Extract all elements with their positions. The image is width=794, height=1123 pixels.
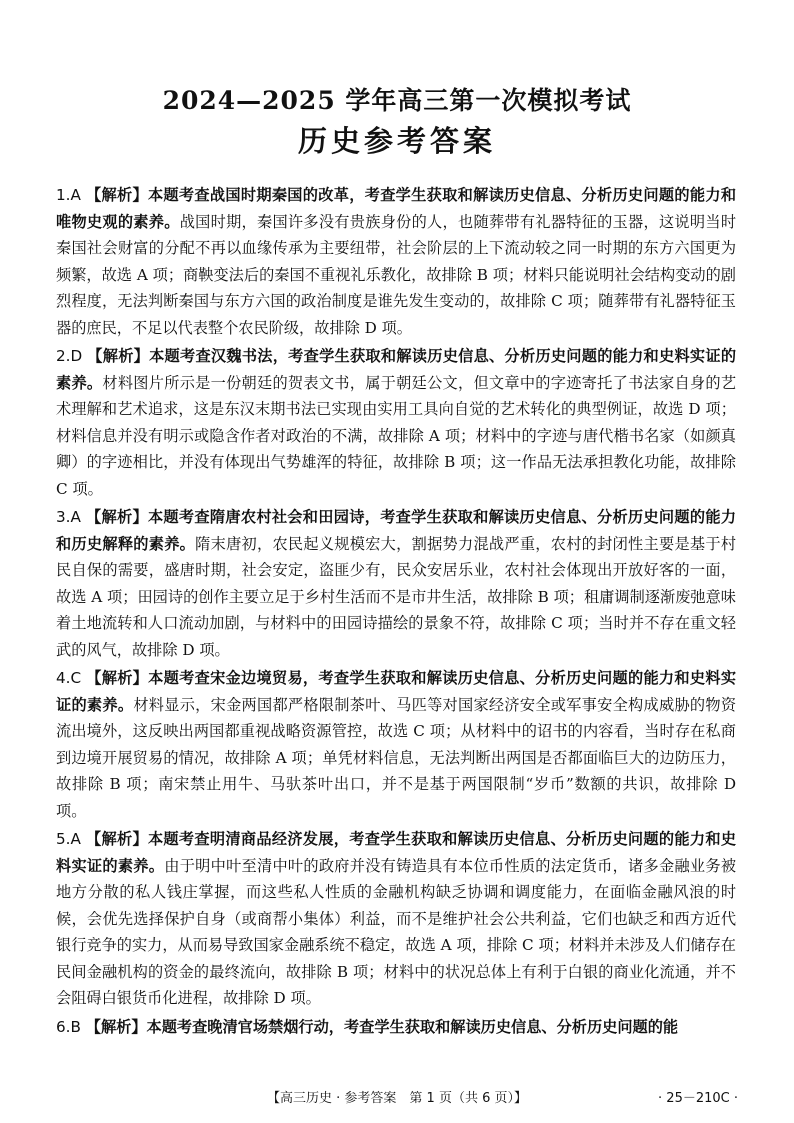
answer-list: [56, 182, 736, 1042]
analysis-body: 材料显示，宋金两国都严格限制茶叶、马匹等对国家经济安全或军事安全构成威胁的物资流出境外，这反映出两国都重视战略资源管控，故选 C 项；从材料中的诏书的内容看，当时存在私商到边境开展贸易的情况，故排除 A 项；单凭材料信息，无法判断出两国是否都面临巨大的边防压力，故排除 B 项；南宋禁止用牛、马驮茶叶出口，并不是基于两国限制“岁币”数额的共识，故排除 D 项。: [56, 695, 737, 820]
analysis-label: 【解析】: [86, 508, 148, 526]
question-number: 4.: [56, 669, 71, 687]
document-header: [0, 84, 794, 162]
analysis-label: 【解析】: [85, 1017, 147, 1036]
analysis-label: 【解析】: [86, 669, 149, 687]
analysis-lead: 本题考查战国时期秦国的改革，考查学生获取和解读历史信息、分析历史问题的能力和唯物史观的素养。: [56, 186, 737, 231]
answer-choice: A: [70, 186, 81, 204]
analysis-body: 材料图片所示是一份朝廷的贺表文书，属于朝廷公文，但文章中的字迹寄托了书法家自身的艺术理解和艺术追求，这是东汉末期书法已实现由实用工具向自觉的艺术转化的典型例证，故选 D 项；材料信息并没有明示或隐含作者对政治的不满，故排除 A 项；材料中的字迹与唐代楷书名家（如颜真卿）的字迹相比，并没有体现出气势雄浑的特征，故排除 B 项；这一作品无法承担教化功能，故排除 C 项。: [56, 373, 737, 498]
answer-choice: C: [70, 669, 82, 687]
analysis-lead: 本题考查宋金边境贸易，考查学生获取和解读历史信息、分析历史问题的能力和史料实证的素养。: [56, 669, 737, 714]
answer-choice: B: [70, 1017, 81, 1036]
question-number: 6.: [56, 1017, 71, 1036]
question-number: 1.: [56, 186, 71, 204]
question-number: 5.: [56, 830, 71, 848]
analysis-label: 【解析】: [86, 186, 148, 204]
question-number: 2.: [56, 347, 71, 365]
question-number: 3.: [56, 508, 71, 526]
analysis-label: 【解析】: [87, 347, 150, 365]
answer-item-6: [56, 1014, 736, 1041]
answer-item-3: [56, 504, 736, 663]
answer-item-4: [56, 665, 736, 824]
answer-key-title: 历史参考答案: [297, 124, 496, 158]
answer-item-2: [56, 343, 736, 502]
answer-item-1: [56, 182, 736, 341]
answer-choice: A: [70, 830, 81, 848]
exam-title: 2024—2025 学年高三第一次模拟考试: [162, 86, 632, 115]
answer-choice: A: [70, 508, 81, 526]
analysis-body: 隋末唐初，农民起义规模宏大，割据势力混战严重，农村的封闭性主要是基于村民自保的需要，盛唐时期，社会安定，盗匪少有，民众安居乐业，农村社会体现出开放好客的一面，故选 A 项；田园诗的创作主要立足于乡村生活而不是市井生活，故排除 B 项；租庸调制逐渐废弛意味着土地流转和人口流动加剧，与材料中的田园诗描绘的景象不符，故排除 C 项；当时并不存在重文轻武的风气，故排除 D 项。: [56, 534, 737, 659]
answer-item-5: [56, 826, 736, 1012]
analysis-body: 战国时期，秦国许多没有贵族身份的人，也随葬带有礼器特征的玉器，这说明当时秦国社会财富的分配不再以血缘传承为主要纽带，社会阶层的上下流动较之同一时期的东方六国更为频繁，故选 A 项；商鞅变法后的秦国不重视礼乐教化，故排除 B 项；材料只能说明社会结构变动的剧烈程度，无法判断秦国与东方六国的政治制度是谁先发生变动的，故排除 C 项；随葬带有礼器特征玉器的庶民，不足以代表整个农民阶级，故排除 D 项。: [56, 212, 737, 337]
page-footer-info: 【高三历史 · 参考答案 第 1 页（共 6 页）】: [267, 1091, 527, 1106]
analysis-lead: 本题考查隋唐农村社会和田园诗，考查学生获取和解读历史信息、分析历史问题的能力和历史解释的素养。: [56, 508, 737, 553]
analysis-label: 【解析】: [86, 830, 148, 848]
analysis-lead: 本题考查晚清官场禁烟行动，考查学生获取和解读历史信息、分析历史问题的能: [146, 1017, 679, 1036]
analysis-body: 由于明中叶至清中叶的政府并没有铸造具有本位币性质的法定货币，诸多金融业务被地方分散的私人钱庄掌握，而这些私人性质的金融机构缺乏协调和调度能力，在面临金融风浪的时候，会优先选择保护自身（或商帮小集体）利益，而不是维护社会公共利益，它们也缺乏和西方近代银行竞争的实力，从而易导致国家金融系统不稳定，故选 A 项，排除 C 项；材料并未涉及人们储存在民间金融机构的资金的最终流向，故排除 B 项；材料中的状况总体上有利于白银的商业化流通，并不会阻碍白银货币化进程，故排除 D 项。: [56, 856, 737, 1007]
analysis-lead: 本题考查明清商品经济发展，考查学生获取和解读历史信息、分析历史问题的能力和史料实证的素养。: [56, 830, 737, 875]
answer-choice: D: [70, 347, 83, 365]
analysis-lead: 本题考查汉魏书法，考查学生获取和解读历史信息、分析历史问题的能力和史料实证的素养。: [56, 347, 737, 392]
document-code: · 25－210C ·: [658, 1091, 738, 1106]
